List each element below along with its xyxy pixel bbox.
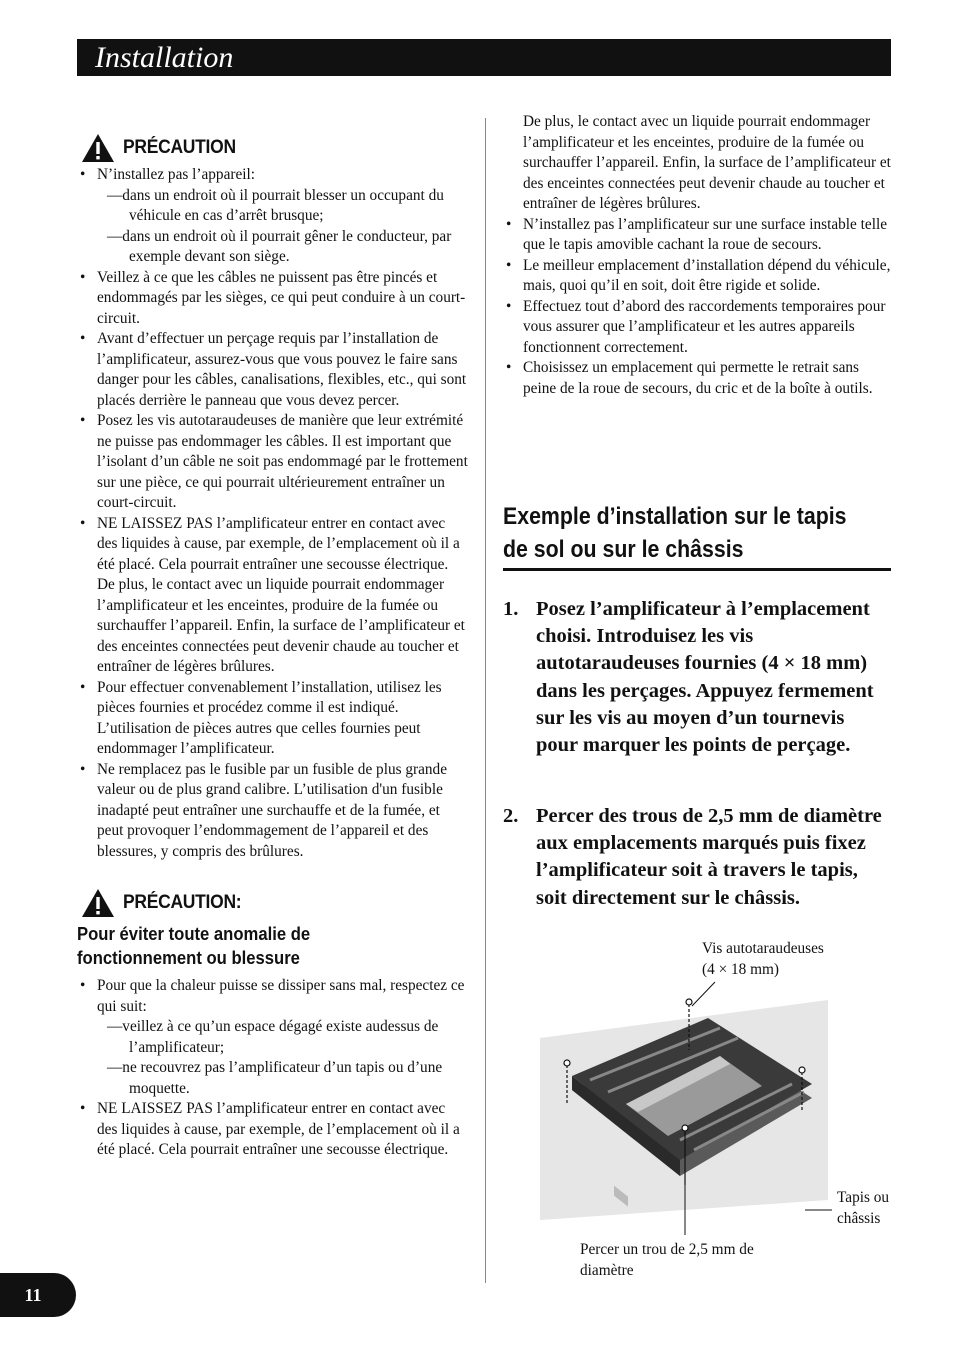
page-number-tab <box>0 1273 76 1317</box>
step-1 <box>503 596 891 759</box>
caution-heading <box>77 133 469 163</box>
caption-screws <box>702 939 824 980</box>
warning-icon <box>81 888 115 918</box>
caution-list <box>77 976 469 1017</box>
section-rule <box>503 568 891 571</box>
section-heading-line: de sol ou sur le châssis <box>503 536 744 563</box>
caution-subheading <box>77 922 473 970</box>
list-item: • Ne remplacez pas le fusible par un fusible de plus grande valeur ou de plus grand calibre. L’utilisation d'un fusible inadapté peut entraîner une surchauffe et de la fumée, et peut provoquer l’endommagement de l’appareil et des blessures, y compris des brûlures. <box>77 760 469 863</box>
right-list <box>503 215 893 400</box>
header-bar <box>77 39 891 76</box>
column-divider <box>485 118 486 1283</box>
list-item: • NE LAISSEZ PAS l’amplificateur entrer en contact avec des liquides à cause, par exemple, de l’emplacement où il a été placé. Cela pourrait entraîner une secousse électrique. De plus, le contact avec un liquide pourrait endommager l’amplificateur et les enceintes, produire de la fumée ou surchauffer l’appareil. Enfin, la surface de l’amplificateur et des enceintes connectées peut devenir chaude au toucher et entraîner de légères brûlures. <box>77 514 469 678</box>
subheading-line: Pour éviter toute anomalie de <box>77 923 311 944</box>
continuation-text: De plus, le contact avec un liquide pourrait endommager l’amplificateur et les enceintes, produire de la fumée ou surchauffer l’appareil. Enfin, la surface de l’amplificateur et des enceintes connectées peut devenir chaude au toucher et entraîner de légères brûlures. <box>523 113 891 212</box>
page-number: 11 <box>24 1285 42 1305</box>
page-title: Installation <box>95 41 234 74</box>
caution-label: PRÉCAUTION <box>123 136 236 158</box>
caption-line: diamètre <box>580 1261 634 1279</box>
dash-item: —ne recouvrez pas l’amplificateur d’un tapis ou d’une moquette. <box>107 1059 443 1097</box>
leader-line-screws <box>692 982 715 1006</box>
warning-icon <box>81 133 115 163</box>
caption-drill <box>580 1240 754 1281</box>
amplifier-installation-illustration <box>530 980 860 1235</box>
dash-item: —veillez à ce qu’un espace dégagé existe audessus de l’amplificateur; <box>107 1018 439 1056</box>
list-item <box>77 165 469 186</box>
section-heading <box>503 500 891 566</box>
caption-line: Tapis ou <box>837 1189 890 1206</box>
list-item: • NE LAISSEZ PAS l’amplificateur entrer en contact avec des liquides à cause, par exemple, de l’emplacement où il a été placé. Cela pourrait entraîner une secousse électrique. <box>77 1099 469 1161</box>
step-number: 2. <box>503 805 519 827</box>
caution-label: PRÉCAUTION: <box>123 891 242 913</box>
step-text: Percer des trous de 2,5 mm de diamètre aux emplacements marqués puis fixez l’amplificateur soit à travers le tapis, soit directement sur le châssis. <box>536 805 882 909</box>
caution-heading-2 <box>77 888 469 918</box>
step-2 <box>503 803 891 912</box>
list-item: • Choisissez un emplacement qui permette le retrait sans peine de la roue de secours, du cric et de la boîte à outils. <box>503 358 893 399</box>
section-heading-line: Exemple d’installation sur le tapis <box>503 503 847 530</box>
dash-item: —dans un endroit où il pourrait blesser un occupant du véhicule en cas d’arrêt brusque; <box>107 186 444 224</box>
caption-line: Vis autotaraudeuses <box>702 940 824 957</box>
list-item: • Posez les vis autotaraudeuses de manière que leur extrémité ne puisse pas endommager les câbles. Il est important que l’isolant d’un câble ne soit pas endommagé par le frottement sur une pièce, ce qui pourrait ultérieurement entraîner un court-circuit. <box>77 411 469 514</box>
list-item: • Avant d’effectuer un perçage requis par l’installation de l’amplificateur, assurez-vous que vous pouvez le faire sans danger pour les câbles, canalisations, flexibles, etc., qui sont placés derrière le panneau que vous devez percer. <box>77 329 469 411</box>
list-item: • Pour que la chaleur puisse se dissiper sans mal, respectez ce qui suit: <box>77 976 469 1017</box>
list-item: • Effectuez tout d’abord des raccordements temporaires pour vous assurer que l’amplificateur et les autres appareils fonctionnent correctement. <box>503 297 893 359</box>
dash-item: —dans un endroit où il pourrait gêner le conducteur, par exemple devant son siège. <box>107 227 452 265</box>
list-item: • Veillez à ce que les câbles ne puissent pas être pincés et endommagés par les sièges, ce qui peut conduire à un court-circuit. <box>77 268 469 330</box>
list-item: • Le meilleur emplacement d’installation dépend du véhicule, mais, quoi qu’il en soit, doit être rigide et solide. <box>503 256 893 297</box>
caption-line: (4 × 18 mm) <box>702 960 780 978</box>
list-item: • Pour effectuer convenablement l’installation, utilisez les pièces fournies et procédez comme il est indiqué. L’utilisation de pièces autres que celles fournies peut endommager l’amplificateur. <box>77 678 469 760</box>
caption-line: Percer un trou de 2,5 mm de <box>580 1241 754 1258</box>
caution-list <box>77 268 469 863</box>
caution-list <box>77 165 469 186</box>
right-column <box>503 112 893 399</box>
step-text: Posez l’amplificateur à l’emplacement choisi. Introduisez les vis autotaraudeuses fournies (4 × 18 mm) dans les perçages. Appuyez fermement sur les vis au moyen d’un tournevis pour marquer les points de perçage. <box>536 598 874 757</box>
subheading-line: fonctionnement ou blessure <box>77 947 300 968</box>
list-item: • N’installez pas l’amplificateur sur une surface instable telle que le tapis amovible cachant la roue de secours. <box>503 215 893 256</box>
left-column <box>77 133 469 1161</box>
caution-list <box>77 1099 469 1161</box>
list-item-text: • N’installez pas l’appareil: <box>97 166 256 183</box>
step-number: 1. <box>503 598 519 620</box>
caption-line: châssis <box>837 1209 881 1227</box>
